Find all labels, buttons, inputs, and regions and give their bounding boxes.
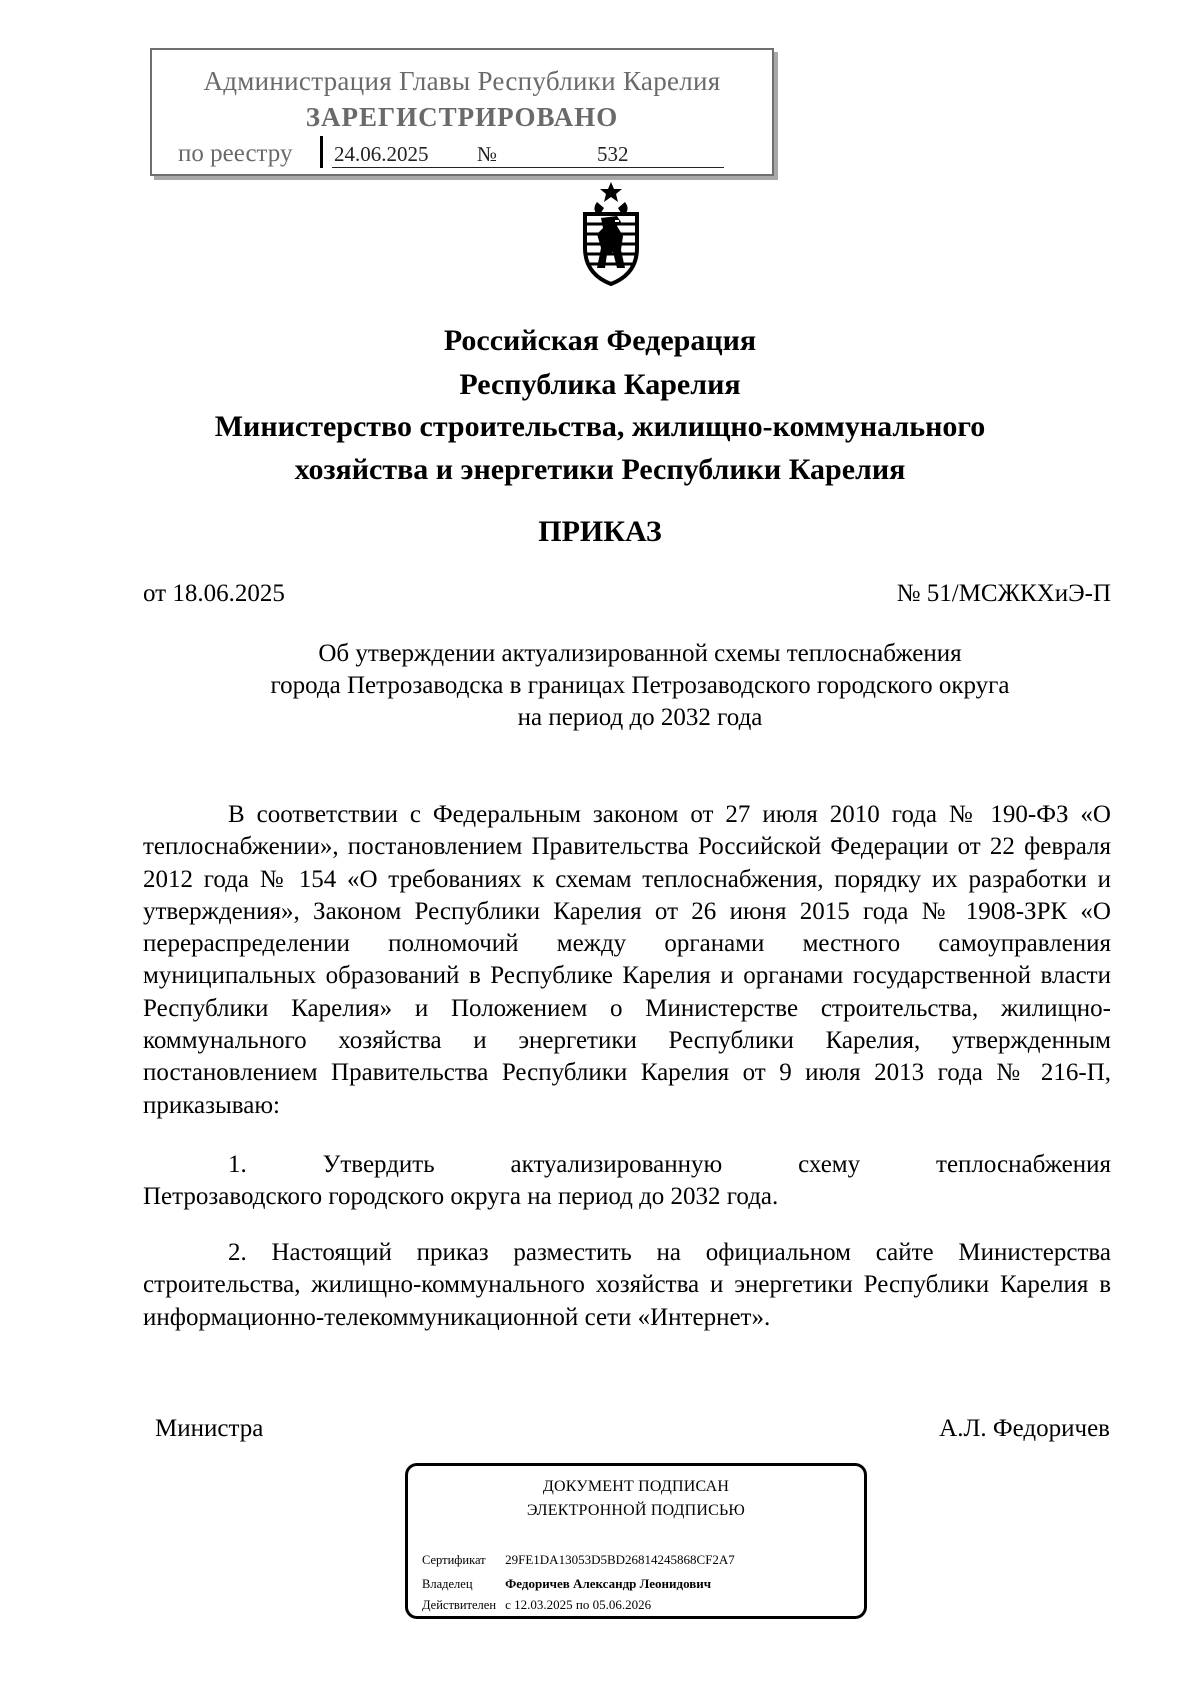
registration-underline <box>332 167 724 168</box>
order-item-1-line2: Петрозаводского городского округа на период до 2032 года. <box>143 1183 779 1211</box>
document-type: ПРИКАЗ <box>538 515 662 548</box>
item-1-word: Утвердить <box>322 1151 435 1178</box>
esig-certificate-row <box>422 1552 735 1568</box>
esig-valid-row <box>422 1597 651 1613</box>
order-item-2: 2. Настоящий приказ разместить на официальном сайте Министерства строительства, жилищно-коммунального хозяйства и энергетики Республики Карелия в информационно-телекоммуникационной сети «Интернет». <box>143 1239 1111 1331</box>
esig-owner-value: Федоричев Александр Леонидович <box>505 1576 712 1591</box>
signatory-title: Министра <box>155 1415 264 1442</box>
order-item-1 <box>143 1149 1111 1214</box>
subject-line3: на период до 2032 года <box>517 704 763 731</box>
esig-certificate-label: Сертификат <box>422 1553 486 1567</box>
header-ministry-line2: хозяйства и энергетики Республики Карелия <box>294 453 906 486</box>
esig-certificate-value: 29FE1DA13053D5BD26814245868CF2A7 <box>505 1552 735 1567</box>
subject-line2: города Петрозаводска в границах Петрозаводского городского округа <box>270 672 1010 699</box>
item-1-word: теплоснабжения <box>936 1151 1111 1178</box>
subject-line1: Об утверждении актуализированной схемы теплоснабжения <box>318 640 962 667</box>
registration-number-sign: № <box>477 142 498 166</box>
registration-date: 24.06.2025 <box>334 142 429 166</box>
electronic-signature-stamp <box>405 1463 867 1619</box>
item-1-word: 1. <box>228 1151 247 1178</box>
esig-valid-label: Действителен <box>422 1598 497 1612</box>
order-subject <box>200 638 1080 734</box>
esig-title-line1: ДОКУМЕНТ ПОДПИСАН <box>542 1478 730 1495</box>
registration-stamp <box>150 48 774 176</box>
esig-title-line2: ЭЛЕКТРОННОЙ ПОДПИСЬЮ <box>526 1502 746 1519</box>
item-1-word: актуализированную <box>510 1151 723 1178</box>
registration-status: ЗАРЕГИСТРИРОВАНО <box>305 102 619 132</box>
order-date: от 18.06.2025 <box>143 580 285 607</box>
registration-organization: Администрация Главы Республики Карелия <box>203 66 721 96</box>
header-ministry-line1: Министерство строительства, жилищно-коммунального <box>214 410 986 443</box>
esig-owner-label: Владелец <box>422 1577 473 1591</box>
esig-owner-row <box>422 1576 711 1592</box>
registration-number: 532 <box>597 142 629 166</box>
signatory-name: А.Л. Федоричев <box>939 1415 1110 1442</box>
registration-registry-label: по реестру <box>178 140 293 167</box>
coat-of-arms-icon <box>577 182 645 286</box>
item-1-word: схему <box>798 1151 861 1178</box>
registration-divider <box>320 136 323 168</box>
order-item-1-line1 <box>143 1149 1111 1181</box>
preamble-paragraph: В соответствии с Федеральным законом от 27 июля 2010 года № 190-ФЗ «О теплоснабжении», постановлением Правительства Российской Федерации от 22 февраля 2012 года № 154 «О требованиях к схемам теплоснабжения, порядку их разработки и утверждения», Законом Республики Карелия от 26 июня 2015 года № 1908-ЗРК «О перераспределении полномочий между органами местного самоуправления муниципальных образований в Республике Карелия и органами государственной власти Республики Карелия» и Положением о Министерстве строительства, жилищно-коммунального хозяйства и энергетики Республики Карелия, утвержденным постановлением Правительства Республики Карелия от 9 июля 2013 года № 216-П, приказываю: <box>143 801 1111 1119</box>
header-country: Российская Федерация <box>443 324 757 357</box>
header-republic: Республика Карелия <box>459 368 741 401</box>
order-number: № 51/МСЖКХиЭ-П <box>896 580 1111 607</box>
esig-valid-value: с 12.03.2025 по 05.06.2026 <box>505 1597 652 1612</box>
